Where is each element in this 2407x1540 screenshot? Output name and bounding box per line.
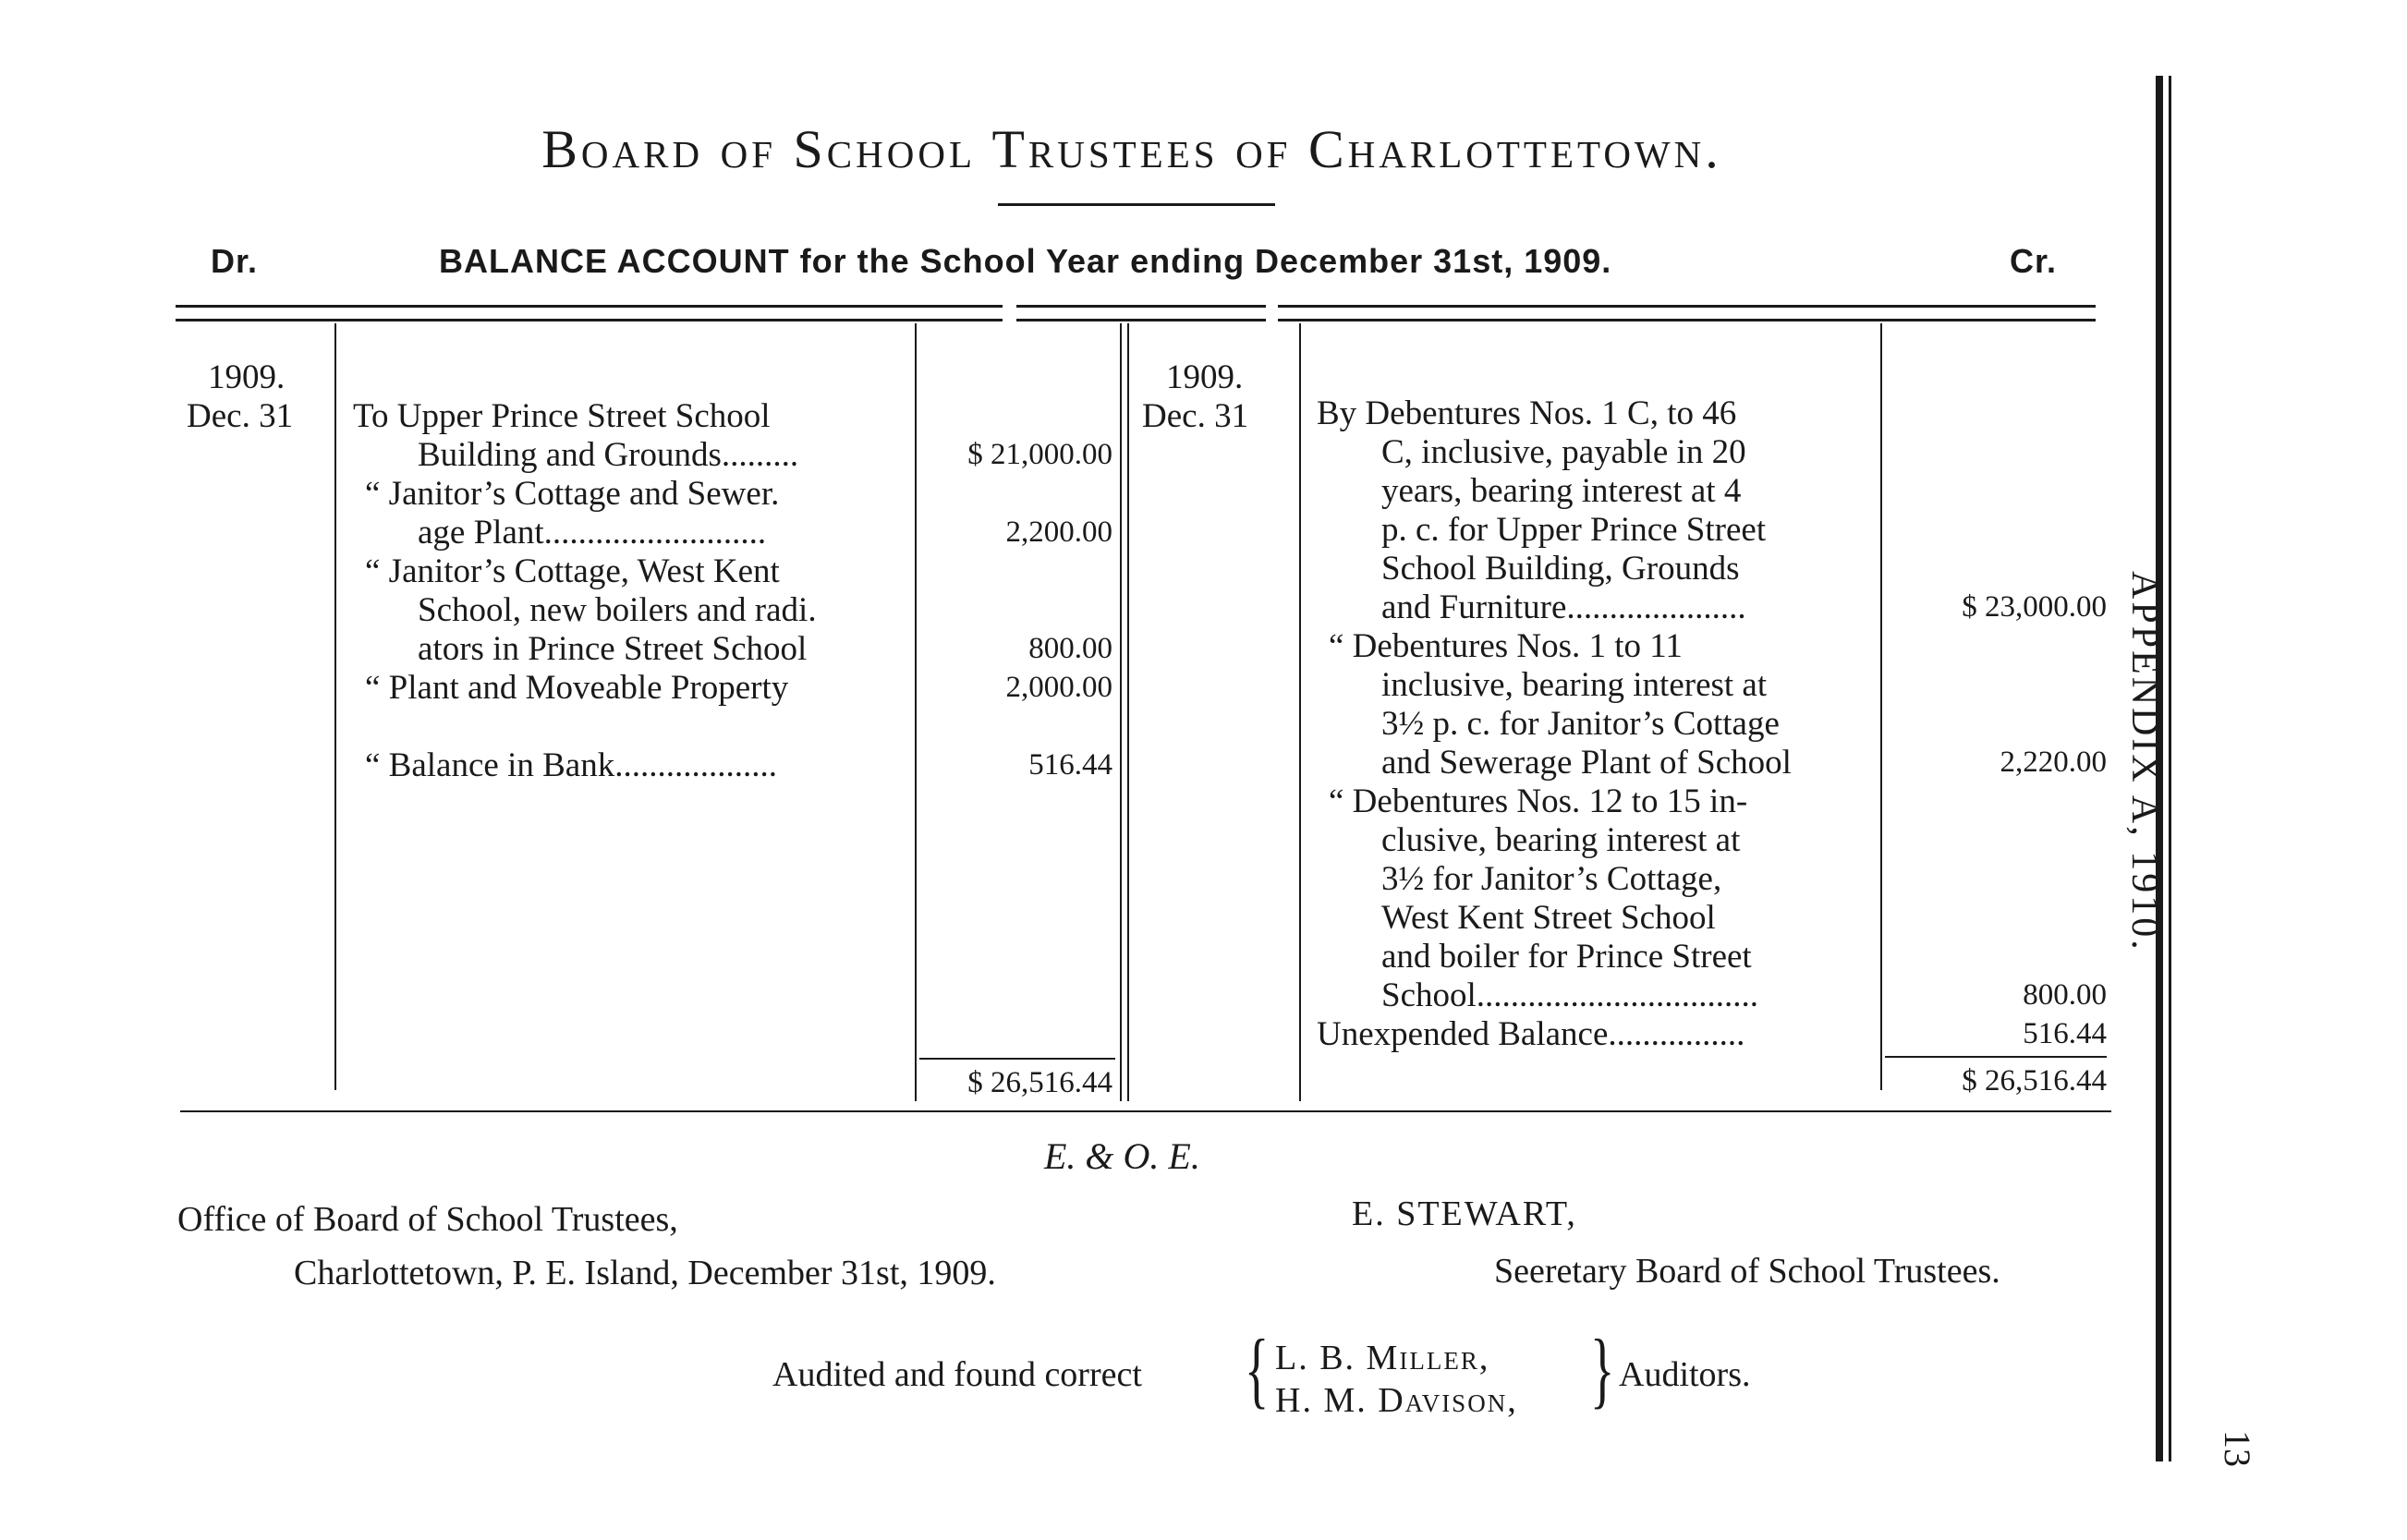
debit-amount: 516.44: [1028, 748, 1112, 782]
credit-line: “ Debentures Nos. 12 to 15 in-: [1329, 782, 1748, 820]
debit-line: “ Plant and Moveable Property: [365, 669, 789, 707]
debit-amount: $ 21,000.00: [967, 438, 1112, 471]
credit-line: 3½ p. c. for Janitor’s Cottage: [1381, 705, 1780, 743]
credit-line: p. c. for Upper Prince Street: [1381, 511, 1767, 549]
right-brace-icon: }: [1589, 1322, 1615, 1416]
debit-line: “ Balance in Bank...................: [365, 746, 777, 784]
credit-line: School Building, Grounds: [1381, 550, 1740, 588]
credit-line: “ Debentures Nos. 1 to 11: [1329, 627, 1683, 665]
debit-amount: 800.00: [1028, 632, 1112, 665]
debit-date: Dec. 31: [187, 397, 294, 435]
debit-line: School, new boilers and radi.: [418, 591, 817, 629]
auditor-name: L. B. Miller,: [1275, 1339, 1490, 1377]
errors-omissions-excepted: E. & O. E.: [1044, 1135, 1200, 1177]
credit-line: C, inclusive, payable in 20: [1381, 433, 1746, 471]
credit-line: School.................................: [1381, 976, 1759, 1014]
debit-right-rule: [1120, 323, 1122, 1101]
debit-amount: 2,200.00: [1005, 515, 1112, 549]
debit-total-rule: [919, 1058, 1115, 1060]
credit-year: 1909.: [1166, 358, 1244, 396]
header-double-rule-mid: [1016, 305, 1266, 321]
debit-line: “ Janitor’s Cottage, West Kent: [365, 552, 780, 590]
account-heading: BALANCE ACCOUNT for the School Year ending December 31st, 1909.: [439, 242, 1612, 280]
debit-line: To Upper Prince Street School: [353, 397, 771, 435]
title-underline: [998, 203, 1275, 206]
credit-amount: $ 23,000.00: [1962, 590, 2107, 624]
credit-line: West Kent Street School: [1381, 899, 1716, 937]
credit-line: By Debentures Nos. 1 C, to 46: [1317, 394, 1737, 432]
margin-rule-thin: [2169, 76, 2171, 1461]
credit-label: Cr.: [2010, 242, 2058, 280]
credit-amount: 2,220.00: [2000, 746, 2107, 779]
credit-total-rule: [1885, 1056, 2107, 1058]
debit-right-rule-inner: [1127, 323, 1129, 1101]
office-line-2: Charlottetown, P. E. Island, December 31st, 1909.: [294, 1254, 996, 1292]
credit-line: clusive, bearing interest at: [1381, 821, 1741, 859]
debit-total: $ 26,516.44: [967, 1066, 1112, 1099]
secretary-title: Seeretary Board of School Trustees.: [1494, 1252, 2000, 1291]
debit-line: age Plant..........................: [418, 514, 767, 552]
credit-line: 3½ for Janitor’s Cottage,: [1381, 860, 1722, 898]
auditor-name: H. M. Davison,: [1275, 1381, 1518, 1420]
debit-amount: 2,000.00: [1005, 671, 1112, 704]
credit-line: years, bearing interest at 4: [1381, 472, 1742, 510]
credit-total: $ 26,516.44: [1962, 1064, 2107, 1097]
debit-label: Dr.: [211, 242, 259, 280]
credit-amount: 516.44: [2023, 1017, 2107, 1050]
credit-amount: 800.00: [2023, 978, 2107, 1012]
credit-line: and boiler for Prince Street: [1381, 938, 1752, 976]
credit-date: Dec. 31: [1142, 397, 1249, 435]
appendix-label: APPENDIX A, 1910.: [2123, 571, 2166, 952]
debit-line: ators in Prince Street School: [418, 630, 808, 668]
credit-line: inclusive, bearing interest at: [1381, 666, 1768, 704]
credit-line: and Furniture.....................: [1381, 588, 1746, 626]
page-number: 13: [2217, 1430, 2258, 1467]
document-title: Board of School Trustees of Charlottetown.: [541, 119, 1722, 179]
header-double-rule-left: [176, 305, 1003, 321]
credit-line: Unexpended Balance................: [1317, 1015, 1745, 1053]
debit-line: “ Janitor’s Cottage and Sewer.: [365, 475, 780, 513]
auditors-label: Auditors.: [1619, 1355, 1751, 1394]
credit-amount-column-rule: [1880, 323, 1882, 1090]
office-line-1: Office of Board of School Trustees,: [177, 1200, 678, 1239]
credit-date-column-rule: [1299, 323, 1301, 1101]
credit-line: and Sewerage Plant of School: [1381, 744, 1792, 782]
header-double-rule-right: [1278, 305, 2096, 321]
left-brace-icon: {: [1244, 1322, 1270, 1416]
table-bottom-rule: [180, 1110, 2111, 1112]
audit-statement: Audited and found correct: [772, 1355, 1142, 1394]
debit-line: Building and Grounds.........: [418, 436, 799, 474]
debit-year: 1909.: [208, 358, 286, 396]
debit-date-column-rule: [334, 323, 336, 1090]
secretary-name: E. STEWART,: [1352, 1194, 1577, 1233]
